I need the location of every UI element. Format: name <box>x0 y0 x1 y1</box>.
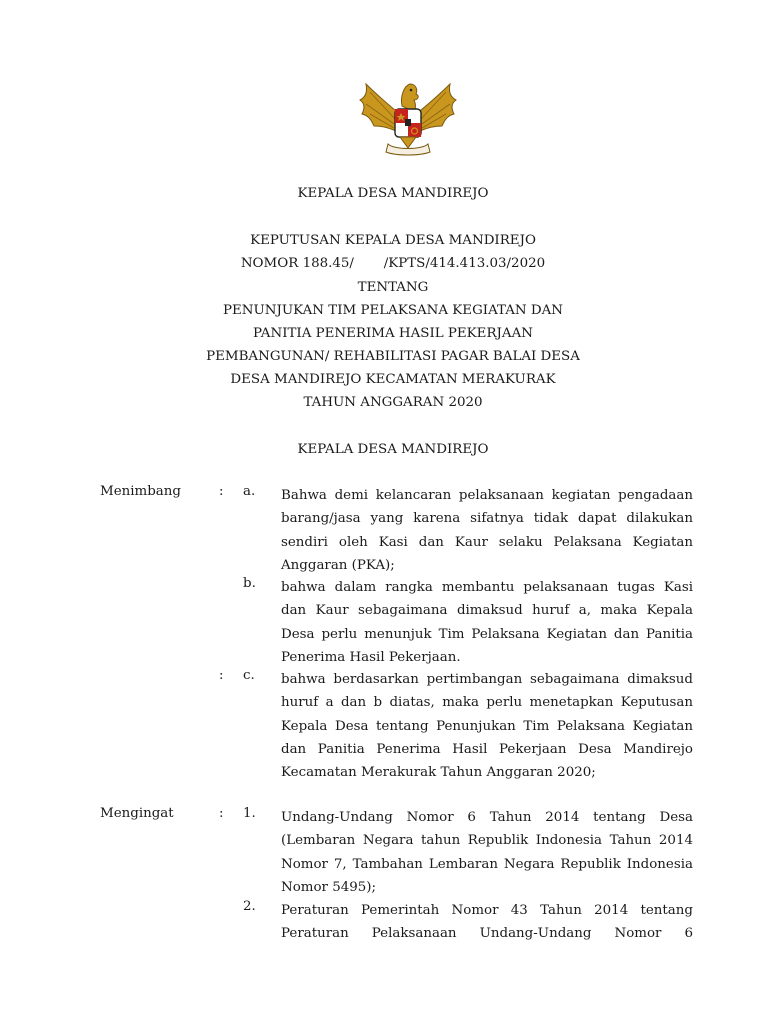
issuer-heading-repeat: KEPALA DESA MANDIREJO <box>297 442 489 457</box>
item-marker: c. <box>243 668 255 683</box>
subject-line-5: TAHUN ANGGARAN 2020 <box>303 395 483 410</box>
item-text: bahwa berdasarkan pertimbangan sebagaimana dimaksud huruf a dan b diatas, maka perlu menetapkan Keputusan Kepala Desa tentang Penunjukan Tim Pelaksana Kegiatan dan Panitia Penerima Hasil Pekerjaan Desa Mandirejo Kecamatan Merakurak Tahun Anggaran 2020; <box>281 672 693 781</box>
mengingat-label: Mengingat <box>100 806 174 821</box>
item-marker: b. <box>243 576 256 591</box>
subject-line-4: DESA MANDIREJO KECAMATAN MERAKURAK <box>230 372 556 387</box>
menimbang-label: Menimbang <box>100 484 181 499</box>
menimbang-colon: : <box>219 484 224 499</box>
item-text: Bahwa demi kelancaran pelaksanaan kegiatan pengadaan barang/jasa yang karena sifatnya tidak dapat dilakukan sendiri oleh Kasi dan Kaur selaku Pelaksana Kegiatan Anggaran (PKA); <box>281 488 693 573</box>
issuer-heading: KEPALA DESA MANDIREJO <box>297 186 489 201</box>
subject-line-2: PANITIA PENERIMA HASIL PEKERJAAN <box>253 326 533 341</box>
item-marker: 1. <box>243 806 256 821</box>
subject-line-3: PEMBANGUNAN/ REHABILITASI PAGAR BALAI DESA <box>206 349 580 364</box>
about-heading: TENTANG <box>357 280 429 295</box>
item-text: bahwa dalam rangka membantu pelaksanaan tugas Kasi dan Kaur sebagaimana dimaksud huruf a, maka Kepala Desa perlu menunjuk Tim Pelaksana Kegiatan dan Panitia Penerima Hasil Pekerjaan. <box>281 580 693 665</box>
garuda-emblem-icon <box>354 76 462 160</box>
decree-number: NOMOR 188.45/ /KPTS/414.413.03/2020 <box>240 256 546 271</box>
item-text: Peraturan Pemerintah Nomor 43 Tahun 2014 tentang Peraturan Pelaksanaan Undang-Undang Nomor 6 <box>281 903 693 942</box>
item-marker: 2. <box>243 899 256 914</box>
menimbang-colon: : <box>219 668 224 683</box>
subject-line-1: PENUNJUKAN TIM PELAKSANA KEGIATAN DAN <box>223 303 563 318</box>
item-marker: a. <box>243 484 256 499</box>
decree-title: KEPUTUSAN KEPALA DESA MANDIREJO <box>250 233 536 248</box>
item-text: Undang-Undang Nomor 6 Tahun 2014 tentang Desa (Lembaran Negara tahun Republik Indonesia Tahun 2014 Nomor 7, Tambahan Lembaran Negara Republik Indonesia Nomor 5495); <box>281 810 693 895</box>
mengingat-colon: : <box>219 806 224 821</box>
